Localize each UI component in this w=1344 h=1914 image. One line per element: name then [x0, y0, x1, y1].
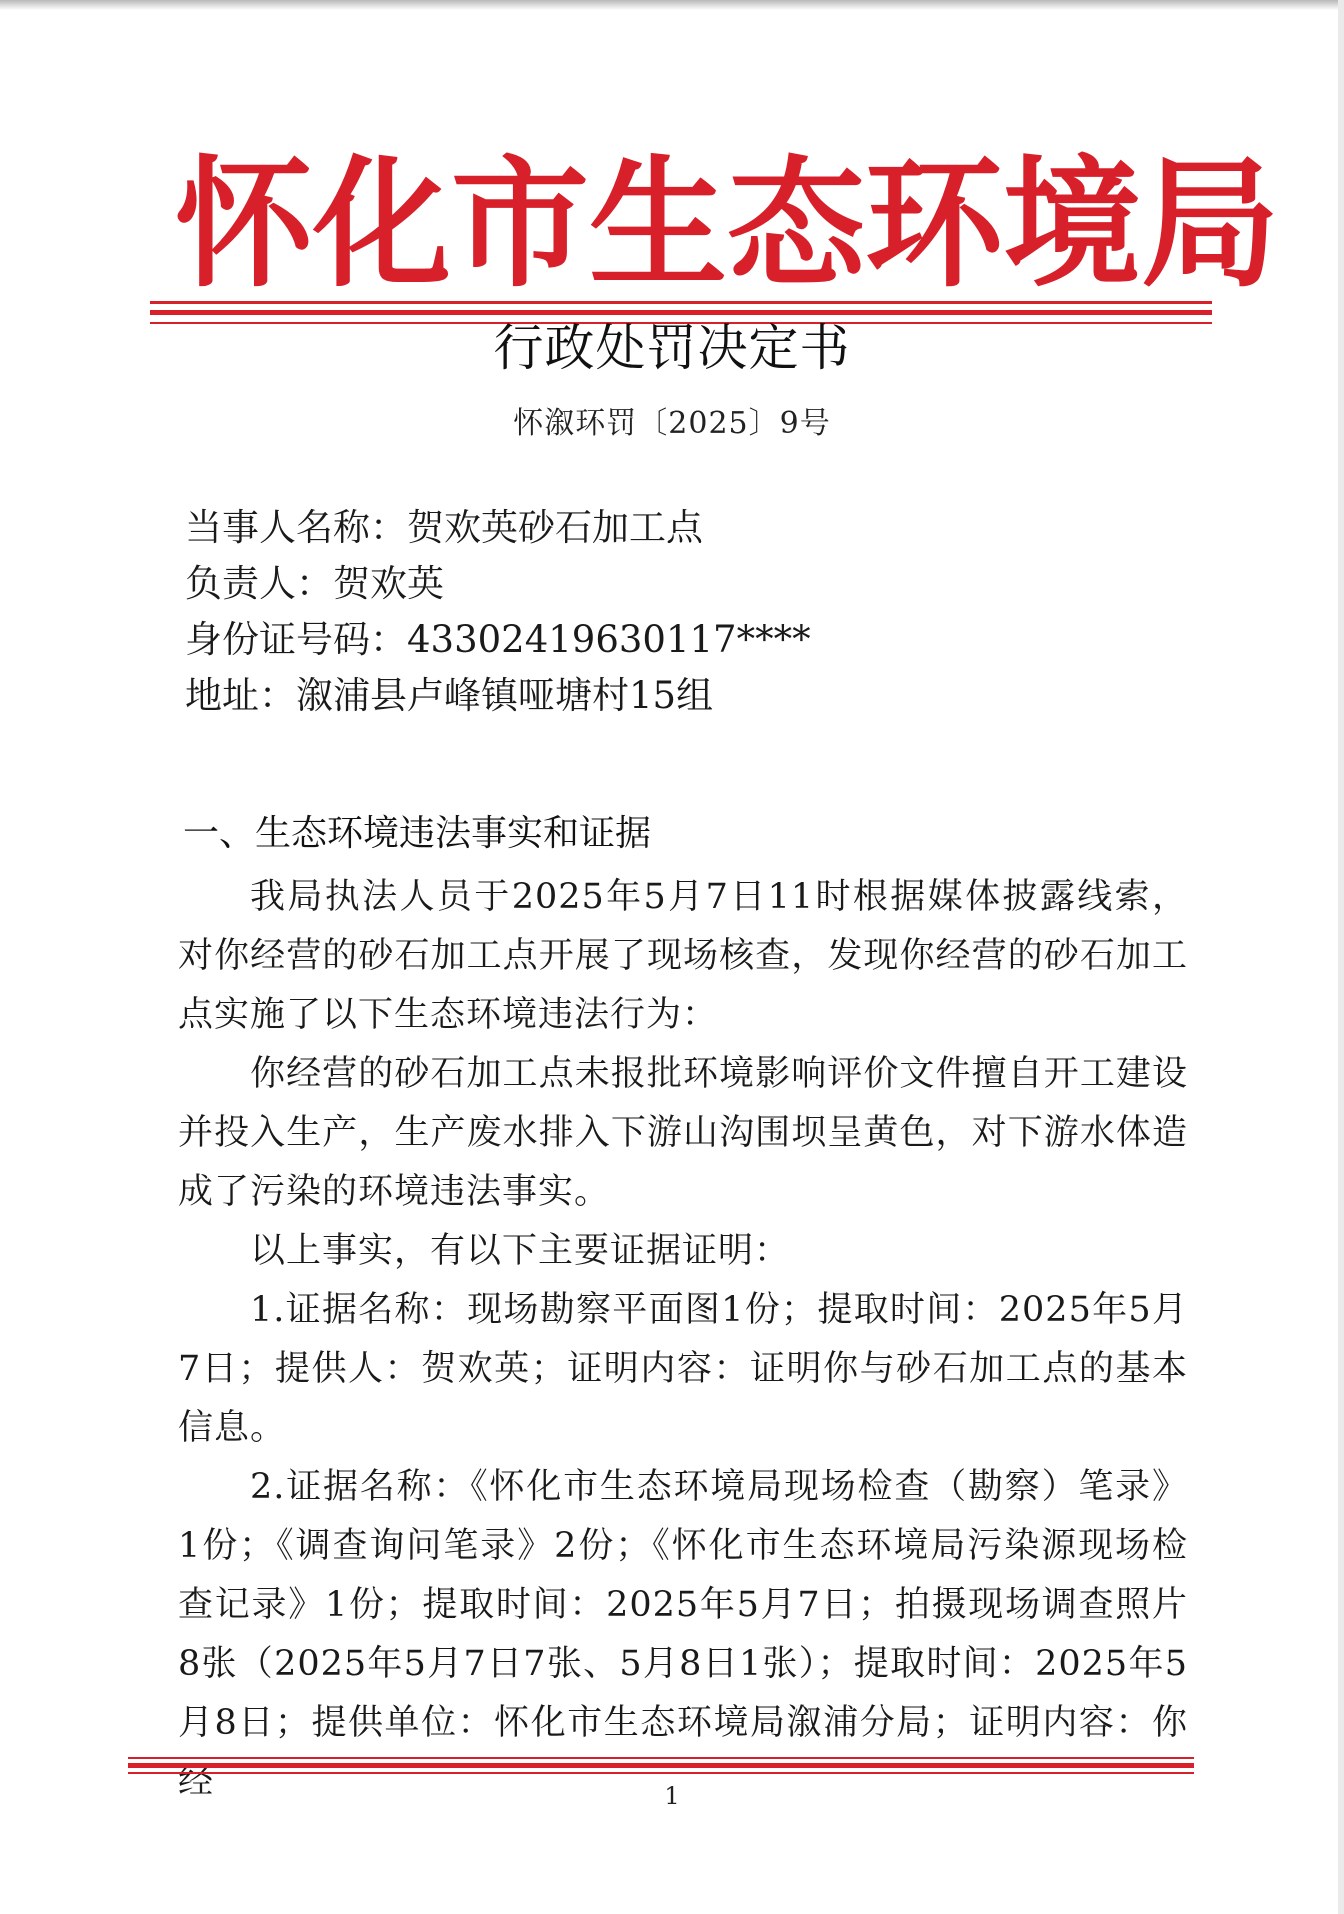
document-type-title: 行政处罚决定书 — [493, 319, 851, 377]
paragraph: 你经营的砂石加工点未报批环境影响评价文件擅自开工建设并投入生产，生产废水排入下游山沟围坝呈黄色，对下游水体造成了污染的环境违法事实。 — [178, 1054, 1188, 1212]
footer-red-rule — [128, 1757, 1194, 1759]
paragraph: 1.证据名称：现场勘察平面图1份；提取时间：2025年5月7日；提供人：贺欢英；证明内容：证明你与砂石加工点的基本信息。 — [178, 1290, 1188, 1448]
header-char: 态 — [727, 142, 866, 307]
header-char: 生 — [589, 142, 728, 307]
footer-red-rule — [128, 1772, 1194, 1774]
header-char: 化 — [313, 142, 452, 307]
header-char: 市 — [451, 142, 590, 307]
field-label: 身份证号码： — [185, 618, 407, 661]
header-char: 局 — [1141, 142, 1280, 307]
responsible-person-line — [185, 556, 1185, 612]
party-name-line — [185, 500, 1185, 556]
section-body — [178, 868, 1188, 1812]
field-value: 贺欢英砂石加工点 — [407, 506, 703, 549]
document-number: 怀溆环罚〔2025〕9号 — [513, 406, 831, 441]
field-label: 负责人： — [185, 562, 333, 605]
scan-top-border — [0, 0, 1344, 10]
header-char: 怀 — [175, 142, 314, 307]
header-char: 境 — [1003, 142, 1142, 307]
field-value: 贺欢英 — [333, 562, 444, 605]
address-line — [185, 668, 1185, 724]
scan-edge — [1338, 0, 1344, 1914]
field-label: 当事人名称： — [185, 506, 407, 549]
field-label: 地址： — [185, 674, 296, 717]
paragraph: 我局执法人员于2025年5月7日11时根据媒体披露线索，对你经营的砂石加工点开展了现场核查，发现你经营的砂石加工点实施了以下生态环境违法行为： — [178, 877, 1188, 1035]
header-red-rule — [150, 301, 1212, 304]
field-value: 溆浦县卢峰镇哑塘村15组 — [296, 674, 714, 717]
agency-red-header — [175, 142, 1280, 307]
field-value: 43302419630117**** — [407, 618, 811, 661]
page-number: 1 — [664, 1782, 680, 1810]
id-number-line — [185, 612, 1185, 668]
footer-red-rule — [128, 1763, 1194, 1768]
party-info — [185, 500, 1185, 724]
paragraph: 2.证据名称：《怀化市生态环境局现场检查（勘察）笔录》1份；《调查询问笔录》2份；《怀化市生态环境局污染源现场检查记录》1份；提取时间：2025年5月7日；拍摄现场调查照片8张（2025年5月7日7张、5月8日1张）；提取时间：2025年5月8日；提供单位：怀化市生态环境局溆浦分局；证明内容：你经 — [178, 1467, 1188, 1802]
paragraph: 以上事实，有以下主要证据证明： — [250, 1231, 791, 1271]
header-char: 环 — [865, 142, 1004, 307]
section-heading: 一、生态环境违法事实和证据 — [183, 813, 652, 854]
